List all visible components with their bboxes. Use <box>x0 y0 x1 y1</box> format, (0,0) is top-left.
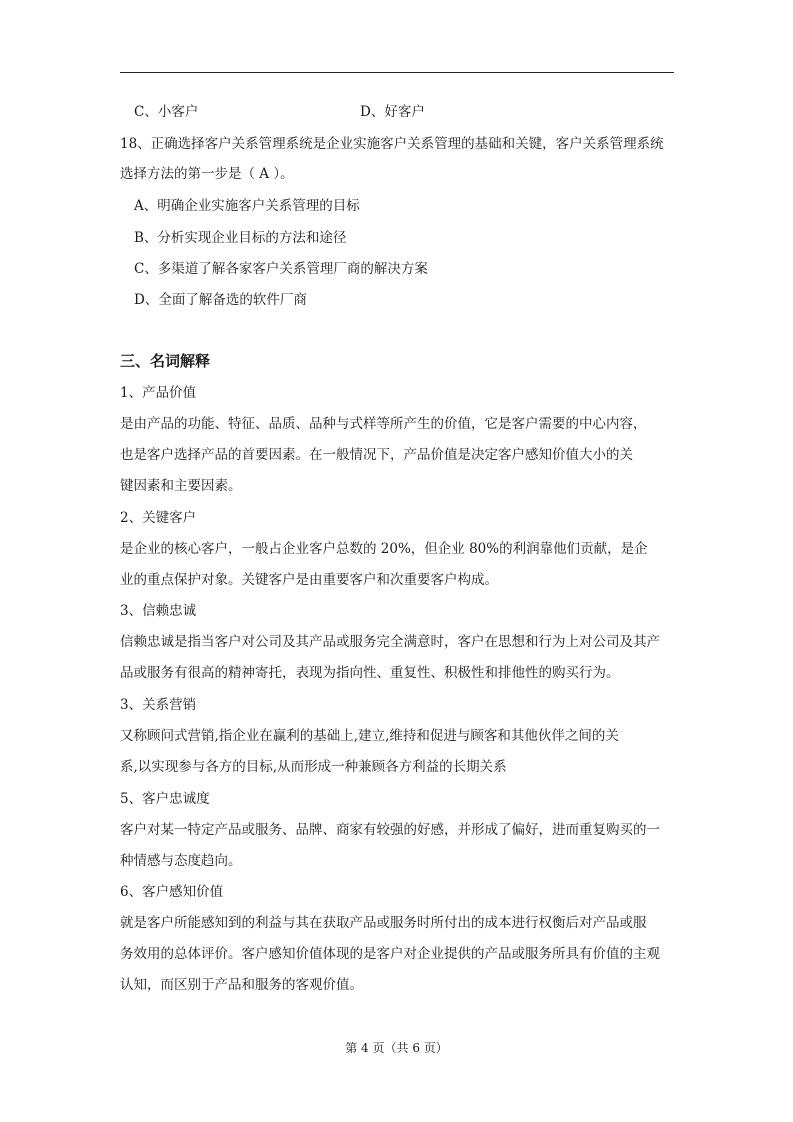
term-title: 1、产品价值 <box>120 385 197 401</box>
term-title: 5、客户忠诚度 <box>120 791 210 807</box>
term-text-line: 务效用的总体评价。客户感知价值体现的是客户对企业提供的产品或服务所具有价值的主观 <box>120 946 660 962</box>
term-text-line: 是由产品的功能、特征、品质、品种与式样等所产生的价值，它是客户需要的中心内容， <box>120 416 647 432</box>
q18-stem-line1: 18、正确选择客户关系管理系统是企业实施客户关系管理的基础和关键，客户关系管理系统 <box>120 136 664 152</box>
term-text-line: 客户对某一特定产品或服务、品牌、商家有较强的好感，并形成了偏好，进而重复购买的一 <box>120 822 660 838</box>
term-text-line: 就是客户所能感知到的利益与其在获取产品或服务时所付出的成本进行权衡后对产品或服 <box>120 915 647 931</box>
header-rule <box>120 72 674 73</box>
term-text-line: 认知，而区别于产品和服务的客观价值。 <box>120 977 363 993</box>
term-text-line: 又称顾问式营销,指企业在赢利的基础上,建立,维持和促进与顾客和其他伙伴之间的关 <box>120 728 619 744</box>
term-title: 3、信赖忠诚 <box>120 603 197 619</box>
term-title: 3、关系营销 <box>120 697 197 713</box>
q18-option-a: A、明确企业实施客户关系管理的目标 <box>134 198 360 214</box>
term-title: 6、客户感知价值 <box>120 884 224 900</box>
q17-option-c: C、小客户 <box>134 104 199 120</box>
q18-option-c: C、多渠道了解各家客户关系管理厂商的解决方案 <box>134 261 428 277</box>
term-text-line: 系,以实现参与各方的目标,从而形成一种兼顾各方利益的长期关系 <box>120 759 507 775</box>
term-text-line: 业的重点保护对象。关键客户是由重要客户和次重要客户构成。 <box>120 572 498 588</box>
section-title: 三、名词解释 <box>120 352 211 370</box>
question17-options-row <box>120 102 674 122</box>
term-text-line: 是企业的核心客户，一般占企业客户总数的 20%，但企业 80%的利润靠他们贡献，是企 <box>120 541 648 557</box>
term-text-line: 也是客户选择产品的首要因素。在一般情况下，产品价值是决定客户感知价值大小的关 <box>120 447 633 463</box>
q17-option-d: D、好客户 <box>360 104 425 120</box>
term-text-line: 信赖忠诚是指当客户对公司及其产品或服务完全满意时，客户在思想和行为上对公司及其产 <box>120 634 660 650</box>
page-footer: 第 4 页（共 6 页） <box>345 1041 448 1055</box>
q18-stem-line2: 选择方法的第一步是（ A ）。 <box>120 166 294 182</box>
term-text-line: 品或服务有很高的精神寄托，表现为指向性、重复性、积极性和排他性的购买行为。 <box>120 665 620 681</box>
term-title: 2、关键客户 <box>120 510 197 526</box>
q18-option-b: B、分析实现企业目标的方法和途径 <box>134 230 347 246</box>
term-text-line: 键因素和主要因素。 <box>120 478 242 494</box>
term-text-line: 种情感与态度趋向。 <box>120 853 242 869</box>
q18-option-d: D、全面了解备选的软件厂商 <box>134 292 307 308</box>
